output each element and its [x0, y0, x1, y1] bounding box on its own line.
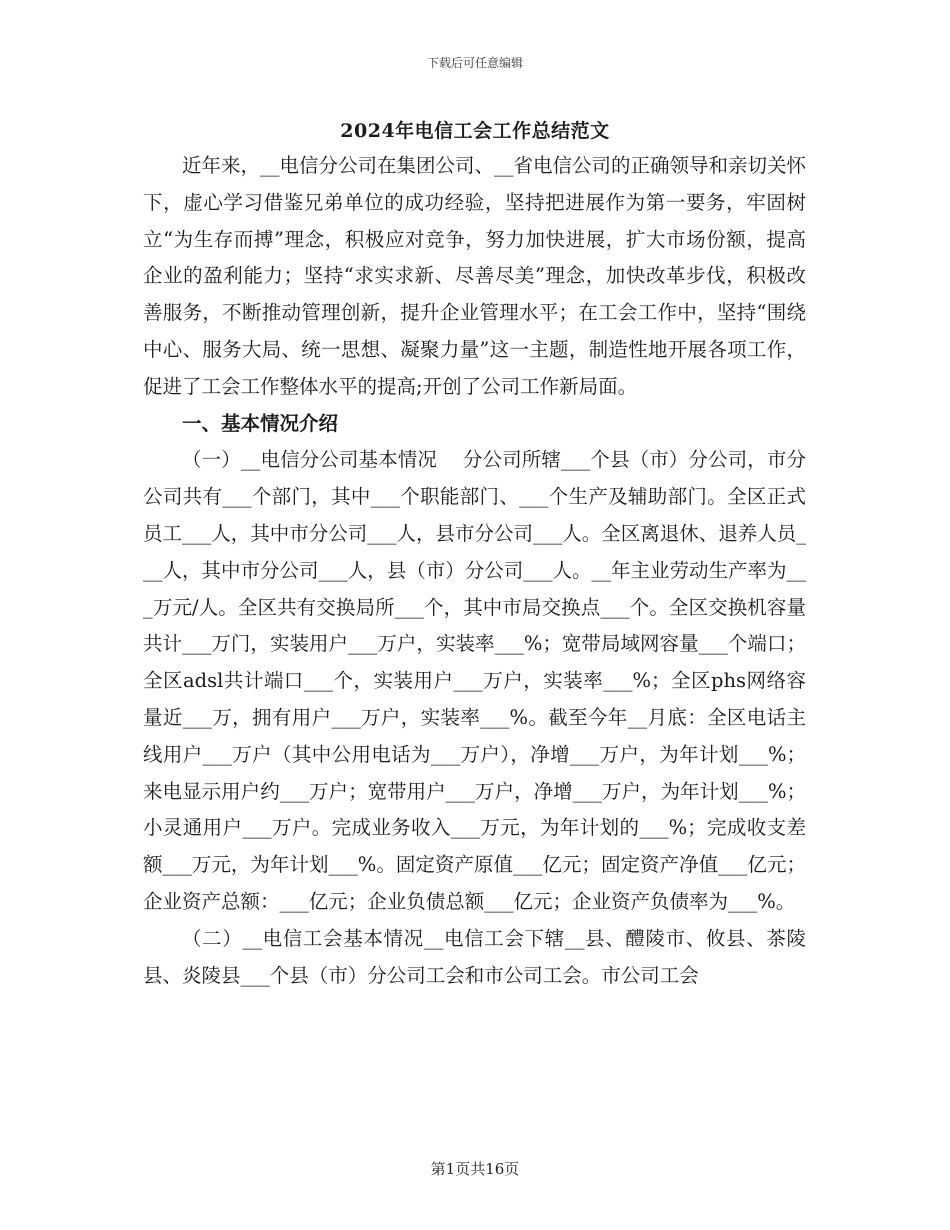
paragraph-union-basic-info: （二）__电信工会基本情况__电信工会下辖__县、醴陵市、攸县、茶陵县、炎陵县___个县（市）分公司工会和市公司工会。市公司工会	[143, 926, 806, 987]
paragraph-branch-basic-info: （一）__电信分公司基本情况 分公司所辖___个县（市）分公司，市分公司共有___个部门，其中___个职能部门、___个生产及辅助部门。全区正式员工___人，其中市分公司___人，县市分公司___人。全区离退休、退养人员___人，其中市分公司___人，县（市）分公司___人。__年主业劳动生产率为___万元/人。全区共有交换局所___个，其中市局交换点___个。全区交换机容量共计___万门，实装用户___万户，实装率___%；宽带局域网容量___个端口；全区adsl共计端口___个，实装用户___万户，实装率___%；全区phs网络容量近___万，拥有用户___万户，实装率___%。截至今年__月底：全区电话主线用户___万户（其中公用电话为___万户），净增___万户，为年计划___%；来电显示用户约___万户；宽带用户___万户，净增___万户，为年计划___%；小灵通用户___万户。完成业务收入___万元，为年计划的___%；完成收支差额___万元，为年计划___%。固定资产原值___亿元；固定资产净值___亿元；企业资产总额：___亿元；企业负债总额___亿元；企业资产负债率为___%。	[143, 448, 807, 913]
document-title: 2024年电信工会工作总结范文	[340, 120, 610, 142]
header-note: 下载后可任意编辑	[426, 56, 523, 70]
page-footer: 第1页共16页	[430, 1160, 520, 1178]
document-body	[143, 148, 806, 994]
section-heading-basic-info: 一、基本情况介绍	[182, 411, 339, 435]
intro-paragraph: 近年来，__电信分公司在集团公司、__省电信公司的正确领导和亲切关怀下，虚心学习借鉴兄弟单位的成功经验，坚持把进展作为第一要务，牢固树立“为生存而搏”理念，积极应对竞争，努力加快进展，扩大市场份额，提高企业的盈利能力；坚持“求实求新、尽善尽美”理念，加快改革步伐，积极改善服务，不断推动管理创新，提升企业管理水平；在工会工作中，坚持“围绕中心、服务大局、统一思想、凝聚力量”这一主题，制造性地开展各项工作，促进了工会工作整体水平的提高;开创了公司工作新局面。	[143, 154, 807, 398]
